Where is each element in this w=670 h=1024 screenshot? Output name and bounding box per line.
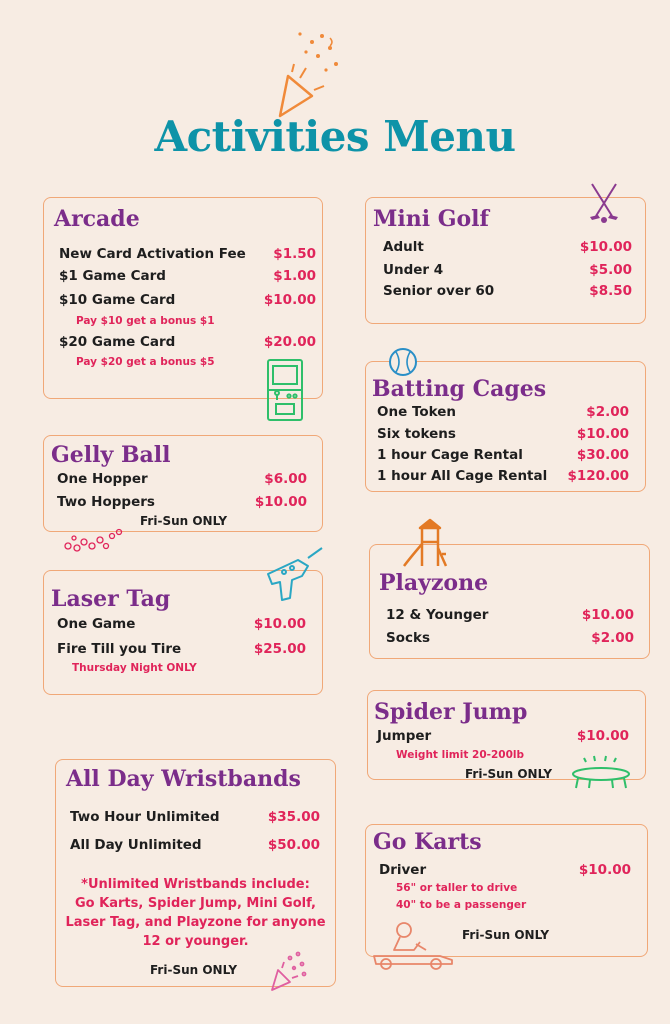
laser-tag-item-price: $25.00 — [253, 641, 306, 657]
go-karts-heading: Go Karts — [373, 829, 482, 855]
batting-cages-item-label: Six tokens — [377, 426, 456, 442]
trampoline-icon — [570, 754, 632, 790]
wristbands-note-line: *Unlimited Wristbands include: — [81, 877, 310, 892]
playzone-heading: Playzone — [379, 570, 489, 596]
party-popper-icon — [268, 950, 308, 992]
wristbands-heading: All Day Wristbands — [66, 766, 301, 792]
wristbands-item-price: $35.00 — [267, 809, 320, 825]
arcade-item-price: $1.50 — [273, 246, 316, 262]
spider-jump-item-note: Weight limit 20-200lb — [396, 749, 525, 761]
arcade-item-label: $1 Game Card — [59, 268, 166, 284]
batting-cages-heading: Batting Cages — [372, 376, 547, 402]
mini-golf-item-price: $10.00 — [579, 239, 632, 255]
arcade-item-label: New Card Activation Fee — [59, 246, 246, 262]
batting-cages-item-price: $120.00 — [567, 468, 629, 484]
wristbands-note-line: Laser Tag, and Playzone for anyone — [65, 915, 326, 930]
arcade-item-price: $20.00 — [263, 334, 316, 350]
batting-cages-item-price: $10.00 — [576, 426, 629, 442]
wristbands-item-price: $50.00 — [267, 837, 320, 853]
arcade-item-label: $10 Game Card — [59, 292, 176, 308]
wristbands-item-label: Two Hour Unlimited — [70, 809, 220, 825]
wristbands-note-line: Go Karts, Spider Jump, Mini Golf, — [75, 896, 316, 911]
arcade-item-price: $10.00 — [263, 292, 316, 308]
laser-tag-item-price: $10.00 — [253, 616, 306, 632]
wristbands-footer: Fri-Sun ONLY — [150, 963, 238, 977]
party-popper-icon — [270, 28, 350, 118]
page-title: Activities Menu — [154, 112, 516, 161]
laser-tag-heading: Laser Tag — [51, 586, 171, 612]
batting-cages-item-label: 1 hour All Cage Rental — [377, 468, 548, 484]
wristbands-item-label: All Day Unlimited — [70, 837, 202, 853]
gelly-ball-footer: Fri-Sun ONLY — [140, 514, 228, 528]
playzone-item-price: $2.00 — [591, 630, 634, 646]
gelly-ball-heading: Gelly Ball — [51, 442, 171, 468]
laser-tag-item-note: Thursday Night ONLY — [72, 662, 197, 674]
arcade-item-price: $1.00 — [273, 268, 316, 284]
mini-golf-item-price: $5.00 — [589, 262, 632, 278]
playzone-item-price: $10.00 — [581, 607, 634, 623]
spider-jump-heading: Spider Jump — [374, 699, 528, 725]
laser-tag-item-label: One Game — [57, 616, 136, 632]
golf-clubs-icon — [586, 182, 622, 224]
batting-cages-item-label: 1 hour Cage Rental — [377, 447, 523, 463]
arcade-item-note: Pay $10 get a bonus $1 — [76, 315, 215, 327]
gelly-ball-item-label: One Hopper — [57, 471, 148, 487]
batting-cages-item-label: One Token — [377, 404, 457, 420]
go-kart-icon — [370, 920, 456, 970]
playzone-item-label: 12 & Younger — [386, 607, 489, 623]
arcade-machine-icon — [262, 358, 308, 422]
batting-cages-item-price: $30.00 — [576, 447, 629, 463]
baseball-icon — [388, 347, 418, 377]
mini-golf-heading: Mini Golf — [373, 206, 490, 232]
mini-golf-item-label: Senior over 60 — [383, 283, 495, 299]
arcade-item-label: $20 Game Card — [59, 334, 176, 350]
go-karts-item-label: Driver — [379, 862, 427, 878]
wristbands-note — [58, 875, 333, 951]
wristbands-note-line: 12 or younger. — [142, 934, 249, 949]
go-karts-note: 40" to be a passenger — [396, 899, 527, 911]
go-karts-note: 56" or taller to drive — [396, 882, 518, 894]
playzone-item-label: Socks — [386, 630, 431, 646]
gel-beads-icon — [62, 528, 126, 554]
batting-cages-item-price: $2.00 — [586, 404, 629, 420]
arcade-heading: Arcade — [54, 206, 140, 232]
mini-golf-item-price: $8.50 — [589, 283, 632, 299]
mini-golf-item-label: Adult — [383, 239, 424, 255]
playground-icon — [402, 518, 450, 568]
spider-jump-footer: Fri-Sun ONLY — [465, 767, 553, 781]
spider-jump-item-label: Jumper — [377, 728, 432, 744]
gelly-ball-item-label: Two Hoppers — [57, 494, 155, 510]
laser-gun-icon — [264, 544, 326, 604]
gelly-ball-item-price: $6.00 — [264, 471, 307, 487]
mini-golf-item-label: Under 4 — [383, 262, 444, 278]
go-karts-footer: Fri-Sun ONLY — [462, 928, 550, 942]
gelly-ball-item-price: $10.00 — [254, 494, 307, 510]
arcade-item-note: Pay $20 get a bonus $5 — [76, 356, 215, 368]
spider-jump-item-price: $10.00 — [576, 728, 629, 744]
go-karts-item-price: $10.00 — [578, 862, 631, 878]
laser-tag-item-label: Fire Till you Tire — [57, 641, 182, 657]
